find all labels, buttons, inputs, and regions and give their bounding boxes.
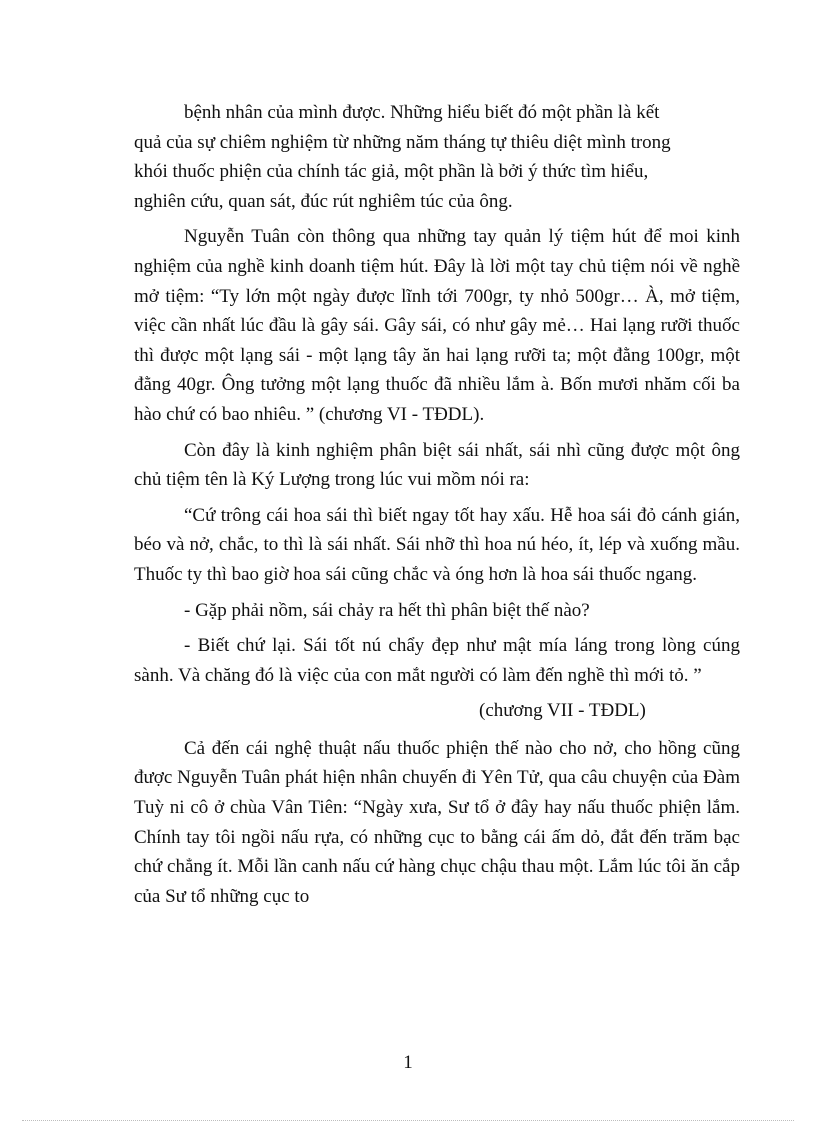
- page-bottom-divider: [22, 1120, 794, 1121]
- paragraph-2: Nguyễn Tuân còn thông qua những tay quản lý tiệm hút để moi kinh nghiệm của nghề kinh doanh tiệm hút. Đây là lời một tay chủ tiệm nói về nghề mở tiệm: “Ty lớn một ngày được lĩnh tới 700gr, ty nhỏ 500gr… À, mở tiệm, việc cần nhất lúc đầu là gây sái. Gây sái, có như gây mẻ… Hai lạng rưỡi thuốc thì được một lạng sái - một lạng tây ăn hai lạng rưỡi ta; một đằng 100gr, một đằng 40gr. Ông tưởng một lạng thuốc đã nhiều lắm à. Bốn mươi nhăm cối ba hào chứ có bao nhiêu. ” (chương VI - TĐDL).: [134, 226, 740, 425]
- quote-paragraph-2: - Gặp phải nồm, sái chảy ra hết thì phân biệt thế nào?: [184, 599, 590, 621]
- paragraph-3: Còn đây là kinh nghiệm phân biệt sái nhất, sái nhì cũng được một ông chủ tiệm tên là Ký Lượng trong lúc vui mồm nói ra:: [134, 439, 740, 491]
- body-text: [134, 98, 740, 917]
- page-number: 1: [403, 1052, 413, 1073]
- paragraph-1: bệnh nhân của mình được. Những hiểu biết đó một phần là kết quả của sự chiêm nghiệm từ những năm tháng tự thiêu diệt mình trong khói thuốc phiện của chính tác giả, một phần là bởi ý thức tìm hiểu, nghiên cứu, quan sát, đúc rút nghiêm túc của ông.: [134, 102, 671, 212]
- quote-paragraph-1: “Cứ trông cái hoa sái thì biết ngay tốt hay xấu. Hễ hoa sái đỏ cánh gián, béo và nở, chắc, to thì là sái nhất. Sái nhỡ thì hoa nú héo, ít, lép và xuống mầu. Thuốc ty thì bao giờ hoa sái cũng chắc và óng hơn là hoa sái thuốc ngang.: [134, 504, 740, 585]
- quote-paragraph-3: - Biết chứ lại. Sái tốt nú chẩy đẹp như mật mía láng trong lòng cúng sành. Và chăng đó là việc của con mắt người có làm đến nghề thì mới tỏ. ”: [134, 635, 740, 686]
- chapter-citation: (chương VII - TĐDL): [479, 700, 646, 722]
- closing-paragraph: Cả đến cái nghệ thuật nấu thuốc phiện thế nào cho nở, cho hồng cũng được Nguyễn Tuân phát hiện nhân chuyến đi Yên Tử, qua câu chuyện của Đàm Tuỳ ni cô ở chùa Vân Tiên: “Ngày xưa, Sư tổ ở đây hay nấu thuốc phiện lắm. Chính tay tôi ngồi nấu rựa, có những cục to bằng cái ấm dỏ, đắt đến trăm bạc chứ chẳng ít. Mỗi lần canh nấu cứ hàng chục chậu thau một. Lắm lúc tôi ăn cắp của Sư tổ những cục to: [134, 737, 740, 907]
